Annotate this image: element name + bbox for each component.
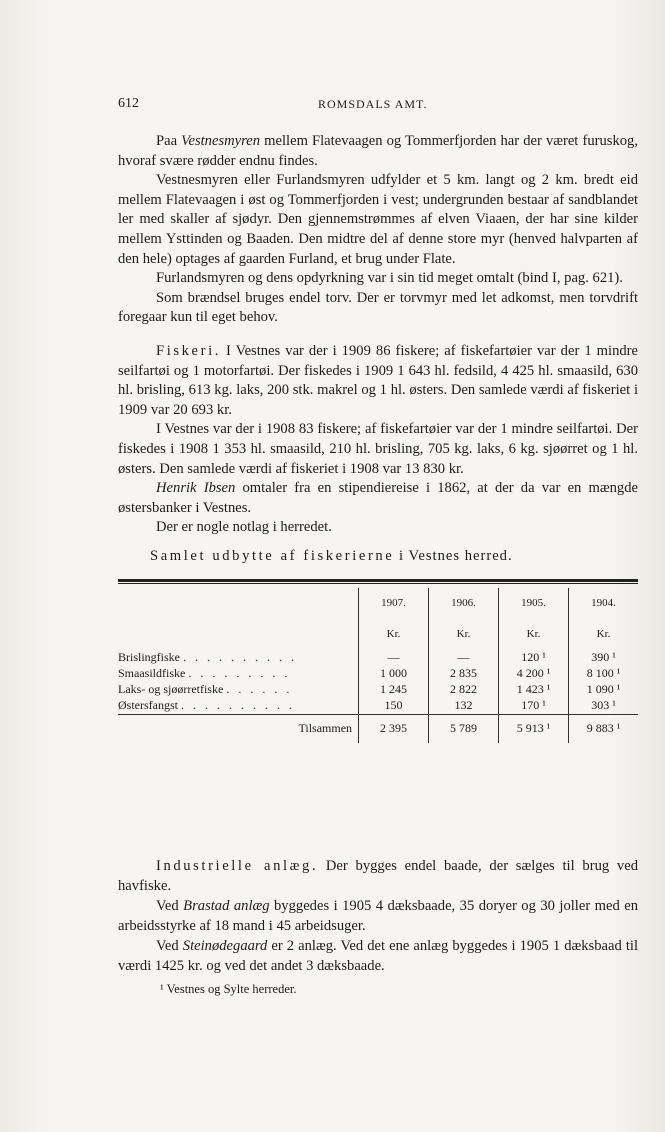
paragraph-fiskeri-1909 bbox=[118, 342, 638, 420]
paragraph-notlag: Der er nogle notlag i herredet. bbox=[156, 519, 332, 536]
paragraph-brastad bbox=[118, 896, 638, 936]
paragraph-lead: Paa bbox=[156, 133, 182, 149]
paragraph-text: I Vestnes var der i 1909 86 fiskere; af fiskefartøier var der 1 mindre seilfartøi og 1 motorfartøi. Der fiskedes i 1909 1 643 hl. fedsild, 4 425 hl. smaasild, 630 hl. brisling, 613 kg. laks, 200 stk. makrel og 1 hl. østers. Den samlede værdi af fiskeriet i 1909 var 20 693 kr. bbox=[118, 342, 638, 418]
caption-spaced: Samlet udbytte af fiskerierne bbox=[150, 547, 395, 564]
italic-term: Steinødegaard bbox=[182, 938, 268, 954]
table-caption bbox=[118, 548, 638, 565]
paragraph-vestnesmyren bbox=[118, 132, 638, 171]
total-cell: 5 789 bbox=[429, 714, 499, 743]
row-label bbox=[118, 698, 359, 715]
section-heading-fiskeri: Fiskeri. bbox=[156, 342, 221, 359]
table-cell: 8 100 ¹ bbox=[569, 666, 639, 682]
unit-label: Kr. bbox=[429, 618, 499, 650]
italic-term: Brastad anlæg bbox=[183, 898, 270, 914]
total-cell: 5 913 ¹ bbox=[499, 714, 569, 743]
running-title: ROMSDALS AMT. bbox=[318, 97, 428, 111]
paragraph-fiskeri-1908: I Vestnes var der i 1908 83 fiskere; af fiskefartøier var der 1 mindre seilfartøi. Der fiskedes i 1908 1 353 hl. smaasild, 210 hl. brisling, 705 kg. laks, 6 kg. sjøørret og 1 hl. østers. Den samlede værdi af fiskeriet i 1908 var 13 830 kr. bbox=[118, 421, 638, 477]
table-cell: 132 bbox=[429, 698, 499, 715]
italic-name: Henrik Ibsen bbox=[156, 480, 236, 497]
table-cell: 170 ¹ bbox=[499, 698, 569, 715]
table-cell: 4 200 ¹ bbox=[499, 666, 569, 682]
leader-dots: . . . . . . . . . . bbox=[181, 698, 295, 713]
table-cell: 150 bbox=[359, 698, 429, 715]
page-number: 612 bbox=[118, 96, 139, 111]
row-label-text: Østersfangst bbox=[118, 698, 178, 713]
paragraph-text: byggedes i 1905 4 dæksbaade, 35 doryer og 30 joller med en arbeidsstyrke af 18 mand i 45 arbeidsuger. bbox=[118, 898, 639, 934]
paragraph-text: Der bygges endel baade, der sælges til brug ved havfiske. bbox=[118, 858, 638, 894]
paragraph-ibsen bbox=[118, 479, 638, 518]
table-row bbox=[118, 650, 638, 666]
main-text bbox=[118, 132, 638, 743]
table-top-rule bbox=[118, 579, 638, 584]
paragraph-furlandsmyren: Vestnesmyren eller Furlandsmyren udfylder et 5 km. langt og 2 km. bredt eid mellem Flatevaagen i øst og Tommerfjorden i vest; undergrunden bestaar af sandblandet ler med skaller af sjødyr. Den gjennemstrømmes af elven Viaaen, der har sine kilder mellem Ysttinden og Baaden. Den midtre del af denne store myr (henved halvparten af den hele) optages af gaarden Furland, et brug under Flate. bbox=[118, 172, 638, 267]
table-row bbox=[118, 666, 638, 682]
paragraph-text: mellem Flatevaagen og Tommerfjorden har der været furuskog, hvoraf svære rødder endnu findes. bbox=[118, 133, 638, 169]
paragraph-steinodegaard bbox=[118, 936, 638, 976]
row-label-text: Smaasildfiske bbox=[118, 666, 186, 681]
unit-label: Kr. bbox=[499, 618, 569, 650]
table-cell: 2 822 bbox=[429, 682, 499, 698]
table-total-row bbox=[118, 714, 638, 743]
total-cell: 9 883 ¹ bbox=[569, 714, 639, 743]
table-cell: — bbox=[429, 650, 499, 666]
year-header: 1906. bbox=[429, 588, 499, 618]
main-text-continued bbox=[118, 856, 638, 976]
table-unit-row bbox=[118, 618, 638, 650]
table-cell: 303 ¹ bbox=[569, 698, 639, 715]
row-label-text: Laks- og sjøørretfiske bbox=[118, 682, 224, 697]
table-cell: 390 ¹ bbox=[569, 650, 639, 666]
table-cell: — bbox=[359, 650, 429, 666]
year-header: 1907. bbox=[359, 588, 429, 618]
year-header: 1905. bbox=[499, 588, 569, 618]
row-label bbox=[118, 666, 359, 682]
footnote: ¹ Vestnes og Sylte herreder. bbox=[160, 982, 297, 996]
italic-term: Vestnesmyren bbox=[181, 133, 261, 149]
row-label bbox=[118, 650, 359, 666]
caption-rest: i Vestnes herred. bbox=[394, 547, 513, 564]
paragraph-braendsel: Som brændsel bruges endel torv. Der er torvmyr med let adkomst, men torvdrift foregaar kun til eget behov. bbox=[118, 289, 638, 326]
table-cell: 1 423 ¹ bbox=[499, 682, 569, 698]
row-label-text: Brislingfiske bbox=[118, 650, 180, 665]
paragraph-opdyrkning: Furlandsmyren og dens opdyrkning var i sin tid meget omtalt (bind I, pag. 621). bbox=[156, 270, 623, 287]
leader-dots: . . . . . . . . . bbox=[188, 666, 291, 681]
leader-dots: . . . . . . . . . . bbox=[183, 650, 297, 665]
table-row bbox=[118, 682, 638, 698]
paragraph-lead: Ved bbox=[156, 898, 184, 914]
table-cell: 120 ¹ bbox=[499, 650, 569, 666]
paragraph-text: er 2 anlæg. Ved det ene anlæg byggedes i 1905 1 dæksbaad til værdi 1425 kr. og ved det andet 3 dæksbaade. bbox=[118, 938, 639, 974]
unit-label: Kr. bbox=[359, 618, 429, 650]
table-cell: 1 090 ¹ bbox=[569, 682, 639, 698]
row-label bbox=[118, 682, 359, 698]
table-year-row bbox=[118, 588, 638, 618]
paragraph-text: omtaler fra en stipendiereise i 1862, at der da var en mængde østersbanker i Vestnes. bbox=[118, 480, 638, 516]
paragraph-lead: Ved bbox=[156, 938, 183, 954]
section-heading-industri: Industrielle anlæg. bbox=[156, 858, 319, 874]
table-cell: 2 835 bbox=[429, 666, 499, 682]
total-cell: 2 395 bbox=[359, 714, 429, 743]
leader-dots: . . . . . . bbox=[226, 682, 293, 697]
table-row bbox=[118, 698, 638, 715]
year-header: 1904. bbox=[569, 588, 639, 618]
table-cell: 1 000 bbox=[359, 666, 429, 682]
table-cell: 1 245 bbox=[359, 682, 429, 698]
fishery-table bbox=[118, 588, 638, 743]
total-label: Tilsammen bbox=[118, 714, 359, 743]
page-header bbox=[118, 96, 638, 116]
paragraph-industri bbox=[118, 856, 638, 896]
unit-label: Kr. bbox=[569, 618, 639, 650]
